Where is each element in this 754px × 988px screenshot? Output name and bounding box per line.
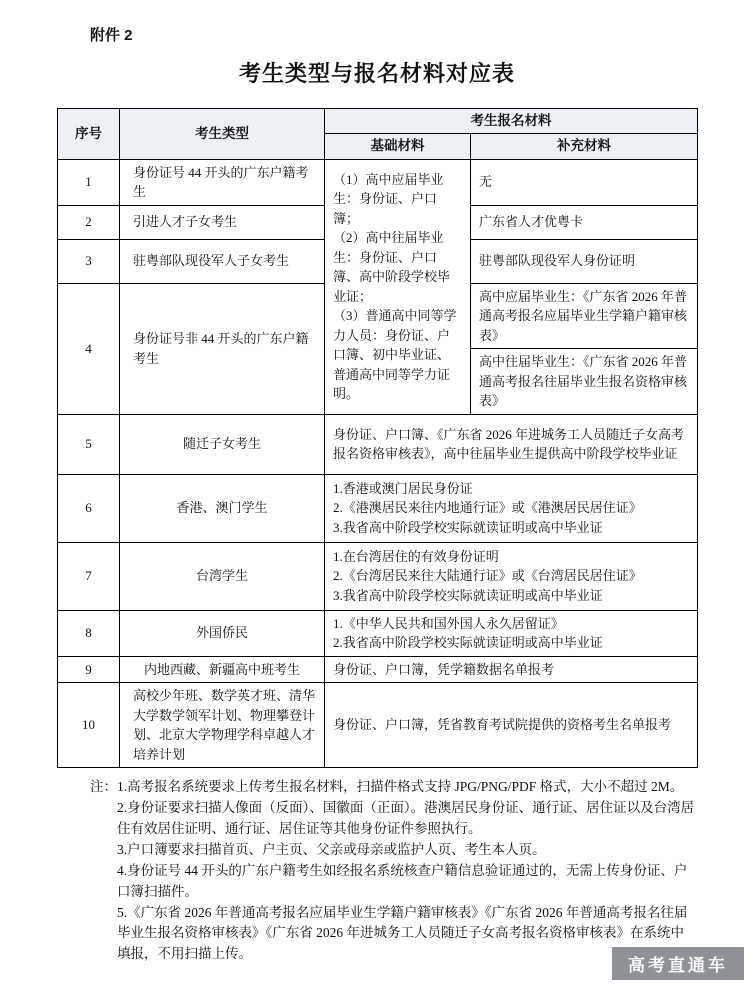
cell-type: 驻粤部队现役军人子女考生 [120, 239, 325, 283]
header-col-basic: 基础材料 [325, 134, 471, 159]
header-col-supplement: 补充材料 [471, 134, 698, 159]
cell-type: 身份证号非 44 开头的广东户籍考生 [120, 283, 325, 414]
cell-type: 高校少年班、数学英才班、清华大学数学领军计划、物理攀登计划、北京大学物理学科卓越人才培养计划 [120, 683, 325, 768]
table-row-6 [58, 474, 698, 542]
cell-no: 6 [58, 474, 120, 542]
cell-materials: 身份证、户口簿，凭学籍数据名单报考 [325, 656, 698, 683]
cell-supplement: 高中应届毕业生：《广东省 2026 年普通高考报名应届毕业生学籍户籍审核表》 [471, 283, 698, 349]
table-row-9 [58, 656, 698, 683]
materials-line: 1.《中华人民共和国外国人永久居留证》 [333, 615, 564, 631]
cell-type: 香港、澳门学生 [120, 474, 325, 542]
cell-basic-materials [325, 159, 471, 414]
attachment-label: 附件 2 [90, 27, 133, 44]
materials-table [57, 108, 698, 768]
notes-item: 5.《广东省 2026 年普通高考报名应届毕业生学籍户籍审核表》《广东省 2026 年普通高考报名往届毕业生报名资格审核表》《广东省 2026 年进城务工人员随迁子女高考报名资格审核表》在系统中填报，不用扫描上传。 [117, 904, 688, 962]
table-row-10 [58, 683, 698, 768]
cell-supplement: 高中往届毕业生：《广东省 2026 年普通高考报名往届毕业生报名资格审核表》 [471, 349, 698, 415]
cell-type: 引进人才子女考生 [120, 205, 325, 239]
cell-no: 5 [58, 414, 120, 474]
table-row-5 [58, 414, 698, 474]
cell-type: 随迁子女考生 [120, 414, 325, 474]
materials-line: 1.在台湾居住的有效身份证明 [333, 548, 499, 564]
table-row-7 [58, 542, 698, 610]
basic-materials-line: （2）高中往届毕业生：身份证、户口簿、高中阶段学校毕业证； [333, 230, 451, 304]
cell-supplement: 无 [471, 159, 698, 205]
cell-type: 台湾学生 [120, 542, 325, 610]
materials-line: 1.香港或澳门居民身份证 [333, 480, 473, 496]
page-title: 考生类型与报名材料对应表 [238, 61, 515, 86]
table-row-8 [58, 610, 698, 656]
header-col-materials: 考生报名材料 [325, 109, 698, 134]
notes-section [57, 777, 697, 965]
basic-materials-line: （3）普通高中同等学力人员：身份证、户口簿、初中毕业证、普通高中同等学力证明。 [333, 308, 457, 401]
cell-supplement: 广东省人才优粤卡 [471, 205, 698, 239]
cell-supplement: 驻粤部队现役军人身份证明 [471, 239, 698, 283]
notes-item: 2.身份证要求扫描人像面（反面）、国徽面（正面）。港澳居民身份证、通行证、居住证以及台湾居住有效居住证明、通行证、居住证等其他身份证件参照执行。 [117, 799, 695, 836]
cell-type: 外国侨民 [120, 610, 325, 656]
cell-type: 身份证号 44 开头的广东户籍考生 [120, 159, 325, 205]
cell-materials [325, 610, 698, 656]
cell-no: 7 [58, 542, 120, 610]
cell-no: 9 [58, 656, 120, 683]
notes-item: 4.身份证号 44 开头的广东户籍考生如经报名系统核查户籍信息验证通过的，无需上传身份证、户口簿扫描件。 [117, 862, 688, 899]
cell-materials [325, 474, 698, 542]
materials-line: 2.《台湾居民来往大陆通行证》或《台湾居民居住证》 [333, 568, 642, 584]
table-row-1 [58, 159, 698, 205]
cell-materials [325, 542, 698, 610]
materials-line: 3.我省高中阶段学校实际就读证明或高中毕业证 [333, 519, 603, 535]
notes-item: 3.户口簿要求扫描首页、户主页、父亲或母亲或监护人页、考生本人页。 [117, 841, 546, 857]
cell-materials: 身份证、户口簿，凭省教育考试院提供的资格考生名单报考 [325, 683, 698, 768]
notes-items [117, 777, 697, 965]
cell-materials: 身份证、户口簿、《广东省 2026 年进城务工人员随迁子女高考报名资格审核表》，高中往届毕业生提供高中阶段学校毕业证 [325, 414, 698, 474]
materials-line: 2.《港澳居民来往内地通行证》或《港澳居民居住证》 [333, 500, 642, 516]
cell-no: 8 [58, 610, 120, 656]
cell-type: 内地西藏、新疆高中班考生 [120, 656, 325, 683]
cell-no: 2 [58, 205, 120, 239]
cell-no: 3 [58, 239, 120, 283]
header-col-index: 序号 [58, 109, 120, 160]
cell-no: 4 [58, 283, 120, 414]
notes-label: 注： [90, 779, 117, 794]
watermark-badge: 高考直通车 [612, 947, 744, 980]
table-header-row [58, 109, 698, 134]
materials-line: 3.我省高中阶段学校实际就读证明或高中毕业证 [333, 587, 603, 603]
notes-item: 1.高考报名系统要求上传考生报名材料，扫描件格式支持 JPG/PNG/PDF 格式，大小不超过 2M。 [117, 779, 684, 794]
header-col-type: 考生类型 [120, 109, 325, 160]
cell-no: 1 [58, 159, 120, 205]
cell-no: 10 [58, 683, 120, 768]
materials-line: 2.我省高中阶段学校实际就读证明或高中毕业证 [333, 635, 603, 650]
basic-materials-line: （1）高中应届毕业生：身份证、户口簿； [333, 171, 444, 226]
